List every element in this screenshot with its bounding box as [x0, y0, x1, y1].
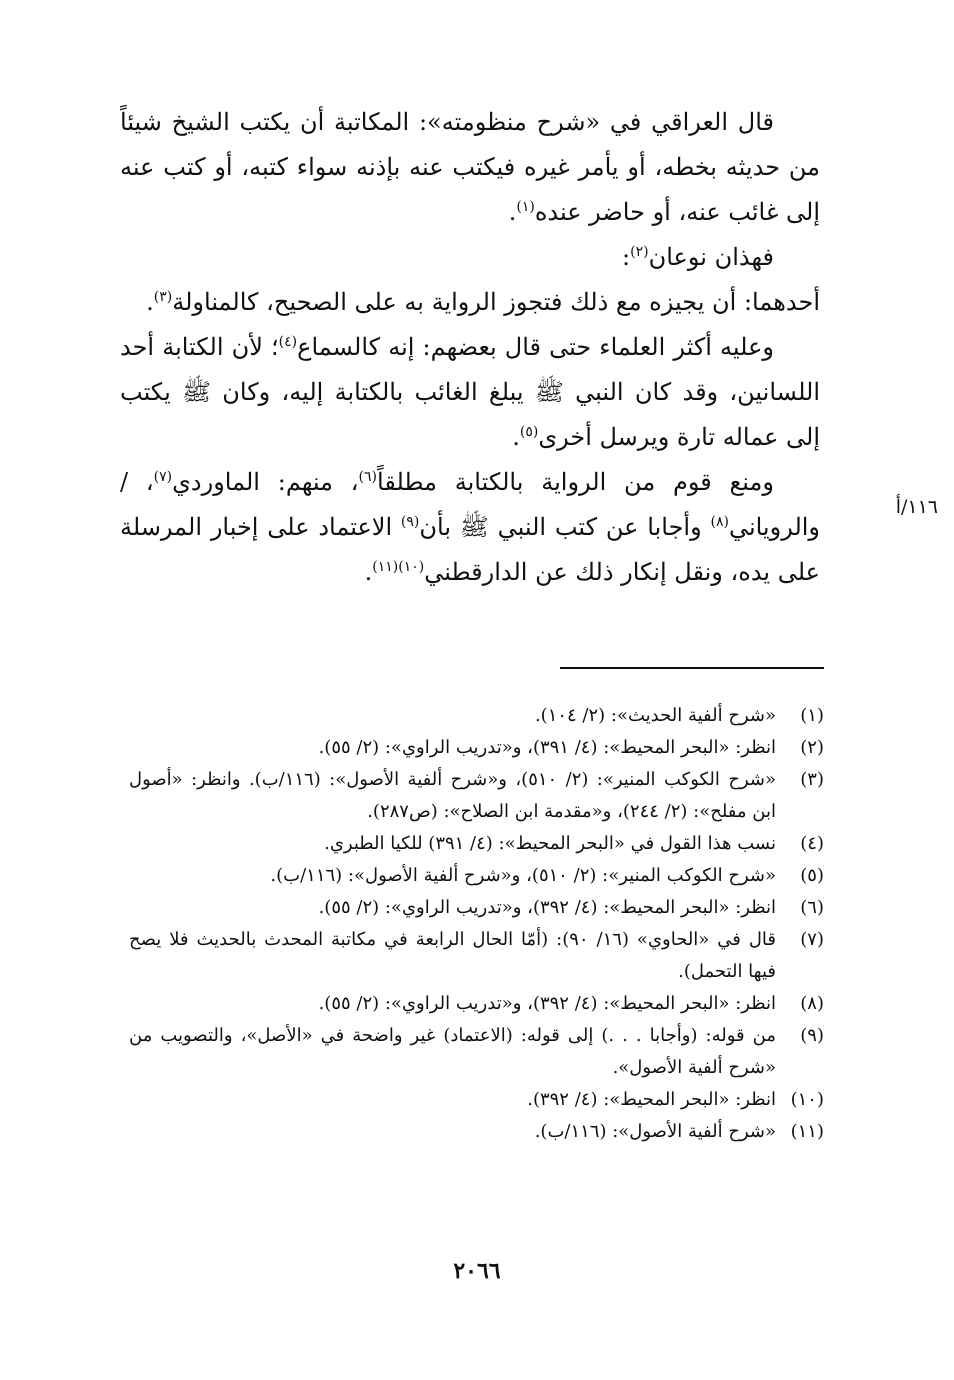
footnote-number: (٢)	[800, 737, 824, 758]
footnote	[129, 1084, 824, 1116]
footnote	[129, 732, 824, 764]
footnote-ref-5[interactable]: (٥)	[519, 424, 539, 440]
footnote-text: انظر: «البحر المحيط»: (٤/ ٣٩٢).	[527, 1089, 776, 1110]
page-number: ٢٠٦٦	[453, 1258, 501, 1284]
paragraph-5	[120, 460, 820, 595]
footnote-separator	[560, 667, 824, 669]
paragraph-5-text-d: وأجابا عن كتب النبي ﷺ بأن	[419, 513, 711, 541]
paragraph-4-text-b: ؛ لأن الكتابة أحد اللسانين، وقد كان النبي ﷺ يبلغ الغائب بالكتابة إليه، وكان ﷺ يكتب إلى عماله تارة ويرسل أخرى	[120, 333, 820, 451]
paragraph-5-text-e: الاعتماد على إخبار المرسلة على يده، ونقل إنكار ذلك عن الدارقطني	[120, 513, 820, 586]
footnote-text: نسب هذا القول في «البحر المحيط»: (٤/ ٣٩١) للكيا الطبري.	[324, 833, 776, 854]
footnote	[129, 700, 824, 732]
main-text	[120, 100, 820, 595]
paragraph-5-text-a: ومنع قوم من الرواية بالكتابة مطلقاً	[377, 468, 774, 496]
paragraph-3-end: .	[146, 288, 154, 316]
footnote-text: انظر: «البحر المحيط»: (٤/ ٣٩٢)، و«تدريب الراوي»: (٢/ ٥٥).	[318, 897, 776, 918]
footnotes-section	[129, 700, 824, 1148]
footnote	[129, 924, 824, 988]
footnote	[129, 892, 824, 924]
footnote-text: «شرح ألفية الأصول»: (١١٦/ب).	[534, 1121, 776, 1142]
paragraph-4-end: .	[512, 423, 520, 451]
footnote-text: انظر: «البحر المحيط»: (٤/ ٣٩٢)، و«تدريب الراوي»: (٢/ ٥٥).	[318, 993, 776, 1014]
footnote-number: (٨)	[800, 993, 824, 1014]
footnote-text: انظر: «البحر المحيط»: (٤/ ٣٩١)، و«تدريب الراوي»: (٢/ ٥٥).	[318, 737, 776, 758]
paragraph-5-text-c: ، / والروياني	[120, 468, 821, 541]
footnote-ref-9[interactable]: (٩)	[400, 514, 420, 530]
footnote-number: (١١)	[790, 1121, 824, 1142]
footnote-text: «شرح الكوكب المنير»: (٢/ ٥١٠)، و«شرح ألفية الأصول»: (١١٦/ب). وانظر: «أصول ابن مفلح»: (٢/ ٢٤٤)، و«مقدمة ابن الصلاح»: (ص٢٨٧).	[129, 769, 776, 822]
footnote-ref-3[interactable]: (٣)	[153, 289, 173, 305]
footnote-text: من قوله: (وأجابا . . .) إلى قوله: (الاعتماد) غير واضحة في «الأصل»، والتصويب من «شرح ألفية الأصول».	[129, 1025, 776, 1078]
margin-folio-note: ١١٦/أ	[895, 496, 938, 518]
footnote-text: «شرح ألفية الحديث»: (٢/ ١٠٤).	[534, 705, 776, 726]
footnote-number: (٦)	[800, 897, 824, 918]
paragraph-5-text-b: ، منهم: الماوردي	[172, 468, 359, 496]
footnote-ref-8[interactable]: (٨)	[710, 514, 729, 530]
paragraph-3-text: أحدهما: أن يجيزه مع ذلك فتجوز الرواية به على الصحيح، كالمناولة	[172, 288, 820, 316]
footnote-text: «شرح الكوكب المنير»: (٢/ ٥١٠)، و«شرح ألفية الأصول»: (١١٦/ب).	[270, 865, 776, 886]
footnote	[129, 1116, 824, 1148]
footnote	[129, 988, 824, 1020]
paragraph-4-text-a: وعليه أكثر العلماء حتى قال بعضهم: إنه كالسماع	[297, 333, 775, 361]
paragraph-2-text: فهذان نوعان	[648, 243, 774, 271]
paragraph-3	[120, 280, 820, 325]
paragraph-4	[120, 325, 820, 460]
footnote-number: (٧)	[800, 929, 824, 950]
paragraph-1	[120, 100, 820, 235]
footnote-number: (١)	[800, 705, 824, 726]
footnote	[129, 828, 824, 860]
footnote	[129, 860, 824, 892]
footnote-ref-10-11[interactable]: (١٠)(١١)	[372, 559, 425, 575]
footnote-number: (٣)	[800, 769, 824, 790]
footnote-number: (٥)	[800, 865, 824, 886]
footnote-number: (٩)	[800, 1025, 824, 1046]
footnote-ref-6[interactable]: (٦)	[358, 469, 377, 485]
footnote-ref-2[interactable]: (٢)	[630, 244, 649, 260]
footnote-ref-1[interactable]: (١)	[516, 199, 535, 215]
footnote	[129, 1020, 824, 1084]
footnote	[129, 764, 824, 828]
footnote-ref-7[interactable]: (٧)	[153, 469, 173, 485]
footnote-number: (١٠)	[790, 1089, 824, 1110]
footnote-ref-4[interactable]: (٤)	[278, 334, 298, 350]
paragraph-5-end: .	[364, 558, 373, 586]
footnote-number: (٤)	[800, 833, 824, 854]
paragraph-1-end: .	[508, 198, 517, 226]
paragraph-2-end: :	[622, 243, 631, 271]
paragraph-1-text: قال العراقي في «شرح منظومته»: المكاتبة أن يكتب الشيخ شيئاً من حديثه بخطه، أو يأمر غيره فيكتب عنه بإذنه سواء كتبه، أو كتب عنه إلى غائب عنه، أو حاضر عنده	[120, 108, 820, 226]
paragraph-2	[120, 235, 820, 280]
footnote-text: قال في «الحاوي» (١٦/ ٩٠): (أمّا الحال الرابعة في مكاتبة المحدث بالحديث فلا يصح فيها التحمل).	[129, 929, 777, 982]
